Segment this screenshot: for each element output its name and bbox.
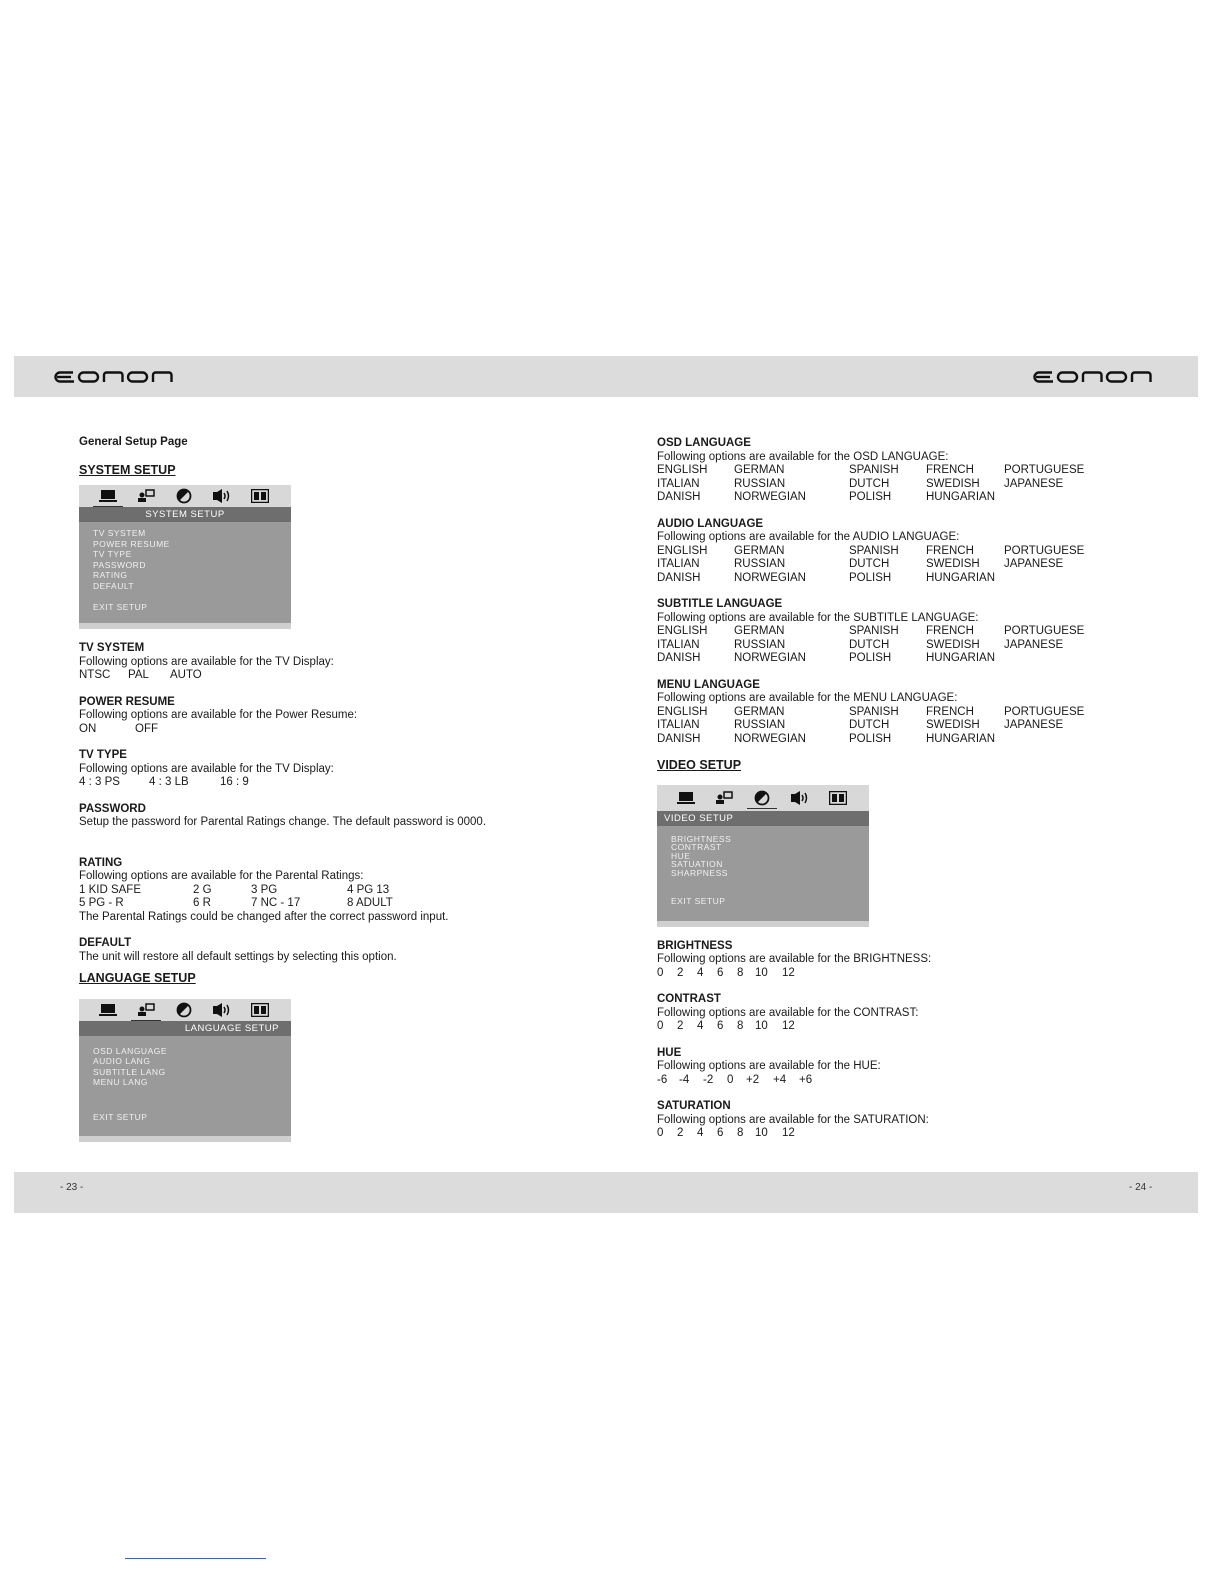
preference-setup-icon [241, 1001, 279, 1019]
option: 16 : 9 [220, 776, 249, 788]
osd-menu-item[interactable]: PASSWORD [93, 559, 146, 570]
preference-setup-icon [819, 789, 857, 807]
option: 10 [755, 1127, 768, 1139]
language-option: DUTCH [849, 719, 890, 731]
language-option: GERMAN [734, 544, 785, 557]
language-row [657, 478, 1137, 492]
item-desc: Setup the password for Parental Ratings change. The default password is 0000. [79, 816, 487, 828]
language-option: GERMAN [734, 705, 785, 718]
general-setup-icon [667, 789, 705, 807]
option: AUTO [170, 669, 202, 681]
language-option: DANISH [657, 652, 701, 664]
item-desc: Following options are available for the AUDIO LANGUAGE: [657, 531, 960, 543]
option: 4 [697, 966, 704, 979]
option: -6 [657, 1073, 668, 1086]
language-option: POLISH [849, 571, 892, 584]
language-row [657, 558, 1137, 572]
osd-title: VIDEO SETUP [657, 811, 869, 826]
item-title: SUBTITLE LANGUAGE [657, 598, 783, 610]
language-option: JAPANESE [1004, 477, 1064, 490]
audio-setup-icon [781, 789, 819, 807]
language-option: ITALIAN [657, 477, 700, 490]
brightness-section [657, 940, 1137, 981]
contrast-section [657, 993, 1137, 1034]
option: 6 [717, 1127, 724, 1139]
audio-setup-icon [203, 487, 241, 505]
language-option: ITALIAN [657, 638, 700, 651]
item-title: TV SYSTEM [79, 642, 145, 654]
language-row [657, 625, 1137, 639]
general-setup-icon [89, 1001, 127, 1019]
rating-option: 7 NC - 17 [251, 897, 301, 909]
language-option: SWEDISH [926, 558, 980, 570]
option: 8 [737, 1127, 744, 1139]
option: 12 [782, 1127, 795, 1139]
language-option: ENGLISH [657, 625, 708, 637]
rating-option: 6 R [193, 897, 211, 909]
options-row [657, 967, 1137, 981]
language-option: DANISH [657, 732, 701, 745]
eonon-logo [54, 367, 178, 385]
item-title: POWER RESUME [79, 695, 175, 708]
item-desc: Following options are available for the SATURATION: [657, 1113, 929, 1126]
item-title: AUDIO LANGUAGE [657, 517, 764, 530]
language-option: NORWEGIAN [734, 571, 806, 584]
option: 0 [727, 1073, 734, 1086]
language-option: DANISH [657, 571, 701, 584]
language-option: SWEDISH [926, 719, 980, 731]
option: 0 [657, 966, 664, 979]
password-section [79, 803, 549, 830]
item-title: TV TYPE [79, 749, 127, 761]
hue-section [657, 1047, 1137, 1088]
language-option: SWEDISH [926, 477, 980, 490]
video-setup-icon [743, 789, 781, 807]
option: 2 [677, 1127, 684, 1139]
item-title: MENU LANGUAGE [657, 678, 760, 691]
language-option: FRENCH [926, 625, 974, 637]
page-number-right: - 24 - [1129, 1182, 1153, 1193]
language-option: POLISH [849, 732, 892, 745]
language-option: SPANISH [849, 544, 899, 557]
language-option: HUNGARIAN [926, 571, 996, 584]
general-setup-icon [89, 487, 127, 505]
language-option: ENGLISH [657, 464, 708, 476]
language-option: SWEDISH [926, 638, 980, 651]
language-option: PORTUGUESE [1004, 544, 1085, 557]
video-setup-icon [165, 487, 203, 505]
item-title: DEFAULT [79, 937, 132, 949]
options-row [657, 1127, 1137, 1141]
option: 10 [755, 1020, 768, 1032]
page-number-left: - 23 - [60, 1182, 84, 1193]
language-option: DANISH [657, 491, 701, 503]
language-option: SPANISH [849, 464, 899, 476]
osd-menu-item[interactable]: RATING [93, 570, 128, 580]
option: OFF [135, 722, 158, 735]
language-row [657, 545, 1137, 559]
item-title: HUE [657, 1046, 682, 1059]
language-option: RUSSIAN [734, 719, 786, 731]
rating-option: 4 PG 13 [347, 883, 390, 896]
language-option: GERMAN [734, 625, 785, 637]
language-option: NORWEGIAN [734, 652, 806, 664]
language-row [657, 464, 1137, 478]
item-title: OSD LANGUAGE [657, 437, 751, 449]
option: +4 [773, 1073, 787, 1086]
item-desc: Following options are available for the Power Resume: [79, 709, 358, 721]
item-title: BRIGHTNESS [657, 939, 733, 952]
item-desc: Following options are available for the OSD LANGUAGE: [657, 450, 949, 463]
osd-menu-item[interactable]: TV TYPE [93, 549, 132, 559]
language-option: DUTCH [849, 558, 890, 570]
language-setup-icon [127, 1001, 165, 1019]
osd-title: SYSTEM SETUP [79, 507, 291, 522]
language-option: HUNGARIAN [926, 652, 996, 664]
option: 4 : 3 PS [79, 776, 120, 788]
osd-menu-item[interactable]: CONTRAST [671, 842, 722, 852]
item-desc: Following options are available for the CONTRAST: [657, 1006, 919, 1019]
video-setup-heading: VIDEO SETUP [657, 758, 742, 772]
language-option: POLISH [849, 652, 892, 664]
language-row [657, 491, 1137, 505]
option: 4 [697, 1020, 704, 1032]
language-setup-osd [79, 999, 291, 1142]
language-row [657, 572, 1137, 586]
option: +6 [799, 1073, 813, 1086]
language-option: NORWEGIAN [734, 491, 806, 503]
audio-language-section [657, 518, 1137, 586]
item-title: RATING [79, 856, 123, 869]
item-desc: The unit will restore all default settings by selecting this option. [79, 950, 397, 963]
language-row [657, 706, 1137, 720]
osd-icon-bar [657, 785, 869, 811]
language-option: JAPANESE [1004, 558, 1064, 570]
item-desc: Following options are available for the TV Display: [79, 655, 334, 668]
rating-option: 5 PG - R [79, 897, 124, 909]
language-option: FRENCH [926, 544, 974, 557]
language-setup-heading: LANGUAGE SETUP [79, 971, 196, 985]
language-option: HUNGARIAN [926, 732, 996, 745]
options-row [79, 669, 549, 683]
preference-setup-icon [241, 487, 279, 505]
option: 6 [717, 966, 724, 979]
rating-option: 2 G [193, 883, 212, 896]
item-title: SATURATION [657, 1100, 731, 1112]
osd-menu-list [657, 826, 869, 878]
osd-exit-setup[interactable]: EXIT SETUP [671, 895, 726, 906]
language-option: ENGLISH [657, 544, 708, 557]
video-setup-icon [165, 1001, 203, 1019]
footer-rule [125, 1558, 266, 1559]
option: 8 [737, 966, 744, 979]
osd-language-section [657, 437, 1137, 505]
language-option: FRENCH [926, 464, 974, 476]
language-setup-icon [127, 487, 165, 505]
header-band [14, 356, 1198, 397]
option: ON [79, 722, 97, 735]
options-row [79, 723, 549, 737]
option: 2 [677, 1020, 684, 1032]
item-desc: Following options are available for the TV Display: [79, 762, 334, 775]
osd-menu-item[interactable]: SUBTITLE LANG [93, 1066, 166, 1077]
options-row [79, 776, 549, 790]
system-setup-osd [79, 485, 291, 629]
osd-menu-item[interactable]: TV SYSTEM [93, 528, 146, 538]
language-option: PORTUGUESE [1004, 464, 1085, 476]
option: 0 [657, 1020, 664, 1032]
menu-language-section [657, 679, 1137, 747]
option: 4 : 3 LB [149, 776, 189, 788]
language-option: SPANISH [849, 705, 899, 718]
subtitle-language-section [657, 598, 1137, 666]
default-section [79, 937, 549, 964]
item-desc: Following options are available for the SUBTITLE LANGUAGE: [657, 611, 979, 624]
osd-icon-bar [79, 999, 291, 1021]
option: -2 [703, 1073, 714, 1086]
language-option: RUSSIAN [734, 558, 786, 570]
item-title: CONTRAST [657, 993, 721, 1005]
language-option: ENGLISH [657, 705, 708, 718]
rating-note: The Parental Ratings could be changed after the correct password input. [79, 910, 449, 923]
item-desc: Following options are available for the HUE: [657, 1060, 881, 1072]
osd-exit-setup[interactable]: EXIT SETUP [93, 1111, 148, 1122]
language-option: GERMAN [734, 464, 785, 476]
option: 6 [717, 1020, 724, 1032]
option: 10 [755, 966, 768, 979]
tv-type-section [79, 749, 549, 790]
language-option: JAPANESE [1004, 719, 1064, 731]
rating-section [79, 857, 549, 925]
item-desc: Following options are available for the MENU LANGUAGE: [657, 692, 958, 704]
language-option: HUNGARIAN [926, 491, 996, 503]
language-option: FRENCH [926, 705, 974, 718]
rating-option: 1 KID SAFE [79, 883, 141, 896]
item-desc: Following options are available for the Parental Ratings: [79, 870, 364, 882]
saturation-section [657, 1100, 1137, 1141]
language-option: RUSSIAN [734, 477, 786, 490]
language-option: JAPANESE [1004, 638, 1064, 651]
option: +2 [746, 1073, 760, 1086]
osd-menu-item[interactable]: AUDIO LANG [93, 1056, 151, 1066]
language-option: ITALIAN [657, 558, 700, 570]
page-heading: General Setup Page [79, 436, 188, 448]
option: -4 [679, 1073, 690, 1086]
osd-menu-item[interactable]: POWER RESUME [93, 538, 170, 549]
option: 12 [782, 966, 795, 979]
option: 2 [677, 966, 684, 979]
language-option: PORTUGUESE [1004, 705, 1085, 718]
osd-menu-item[interactable]: DEFAULT [93, 580, 135, 591]
osd-icon-bar [79, 485, 291, 507]
audio-setup-icon [203, 1001, 241, 1019]
options-row [657, 1020, 1137, 1034]
osd-menu-item[interactable]: MENU LANG [93, 1077, 149, 1087]
rating-row [79, 897, 549, 911]
rating-row [79, 884, 549, 898]
rating-option: 3 PG [251, 883, 278, 896]
option: PAL [128, 669, 149, 681]
language-row [657, 733, 1137, 747]
rating-option: 8 ADULT [347, 897, 393, 909]
osd-menu-item[interactable]: SATUATION [671, 859, 723, 869]
osd-menu-item[interactable]: BRIGHTNESS [671, 833, 732, 844]
osd-title: LANGUAGE SETUP [79, 1021, 291, 1036]
footer-band [14, 1172, 1198, 1213]
language-row [657, 719, 1137, 733]
language-option: RUSSIAN [734, 638, 786, 651]
options-row [657, 1074, 1137, 1088]
option: 12 [782, 1020, 795, 1032]
option: 0 [657, 1127, 664, 1139]
language-option: NORWEGIAN [734, 732, 806, 745]
language-option: SPANISH [849, 625, 899, 637]
option: NTSC [79, 669, 111, 681]
osd-exit-setup[interactable]: EXIT SETUP [93, 602, 148, 612]
item-desc: Following options are available for the BRIGHTNESS: [657, 953, 932, 965]
language-option: DUTCH [849, 638, 890, 651]
language-row [657, 639, 1137, 653]
osd-menu-item[interactable]: OSD LANGUAGE [93, 1045, 168, 1056]
item-title: PASSWORD [79, 802, 146, 815]
language-setup-icon [705, 789, 743, 807]
eonon-logo [1033, 367, 1157, 385]
language-option: DUTCH [849, 477, 890, 490]
system-setup-heading: SYSTEM SETUP [79, 462, 176, 477]
option: 8 [737, 1020, 744, 1032]
tv-system-section [79, 642, 549, 683]
osd-menu-list [79, 1036, 291, 1088]
option: 4 [697, 1127, 704, 1139]
language-option: ITALIAN [657, 719, 700, 731]
language-option: POLISH [849, 491, 892, 503]
power-resume-section [79, 696, 549, 737]
osd-menu-item[interactable]: SHARPNESS [671, 867, 728, 878]
left-page [79, 436, 549, 1142]
osd-menu-list [79, 522, 291, 591]
language-option: PORTUGUESE [1004, 625, 1085, 637]
language-row [657, 652, 1137, 666]
right-page [657, 437, 1137, 1154]
video-setup-osd [657, 785, 869, 927]
osd-menu-item[interactable]: HUE [671, 850, 691, 861]
